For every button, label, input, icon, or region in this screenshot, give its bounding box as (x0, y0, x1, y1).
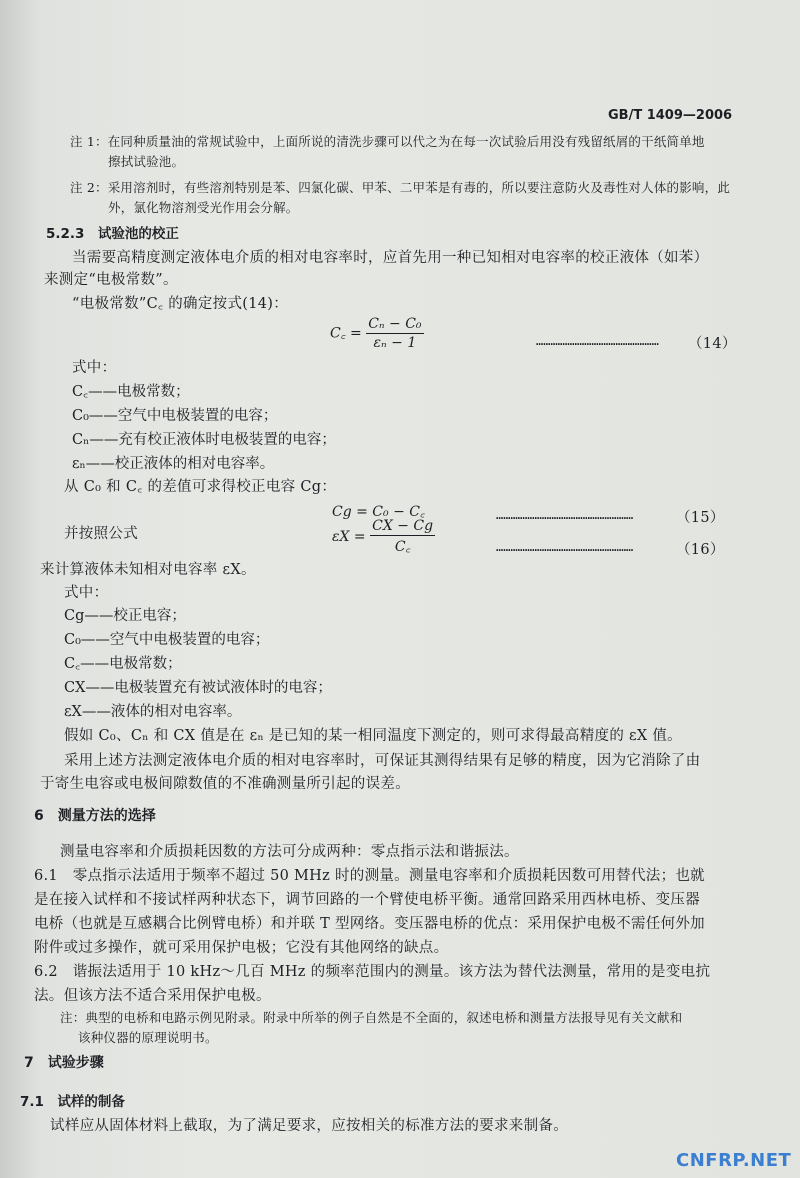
paragraph-line: 并按照公式 (64, 526, 138, 542)
paragraph-line: 来测定“电极常数”。 (44, 272, 178, 288)
symbol-definition: εX——液体的相对电容率。 (64, 704, 242, 720)
paragraph-line: 附件或过多操作，就可采用保护电极；它没有其他网络的缺点。 (34, 940, 449, 956)
equation-15-number: （15） (676, 510, 725, 526)
paragraph-line: 电桥（也就是互感耦合比例臂电桥）和并联 T 型网络。变压器电桥的优点：采用保护电极不需任何外加 (34, 916, 705, 932)
section-5-2-3-heading: 5.2.3 试验池的校正 (46, 226, 179, 242)
equation-16 (332, 518, 435, 556)
equation-15-leader-dots: ………………………………………………… (496, 508, 634, 522)
symbol-definition: εₙ——校正液体的相对电容率。 (72, 456, 275, 472)
paragraph-line: 来计算液体未知相对电容率 εX。 (40, 562, 256, 578)
paragraph-line: 从 C₀ 和 C꜀ 的差值可求得校正电容 Cg： (64, 479, 337, 495)
paragraph-line: 6.1 零点指示法适用于频率不超过 50 MHz 时的测量。测量电容率和介质损耗因数可用替代法；也就 (34, 868, 705, 884)
equation-16-numerator: CX − Cg (372, 518, 434, 534)
equation-14-numerator: Cₙ − C₀ (368, 316, 422, 332)
section-7-heading: 7 试验步骤 (24, 1055, 104, 1071)
symbol-definition: CX——电极装置充有被试液体时的电容； (64, 680, 332, 696)
note-1-line-1: 注 1：在同种质量油的常规试验中，上面所说的清洗步骤可以代之为在每一次试验后用没有残留纸屑的干纸简单地 (70, 134, 705, 149)
symbol-definition: Cₙ——充有校正液体时电极装置的电容； (72, 432, 336, 448)
symbol-definition: C₀——空气中电极装置的电容； (64, 632, 270, 648)
equation-16-number: （16） (676, 542, 725, 558)
section-6-note-line-2: 该种仪器的原理说明书。 (78, 1030, 218, 1045)
note-2-line-2: 外，氯化物溶剂受光作用会分解。 (108, 200, 299, 215)
equation-15: Cg = C₀ − C꜀ (332, 504, 425, 520)
section-6-note-line-1: 注：典型的电桥和电路示例见附录。附录中所举的例子自然是不全面的，叙述电桥和测量方法报导见有关文献和 (60, 1010, 683, 1025)
paragraph-line: 试样应从固体材料上截取，为了满足要求，应按相关的标准方法的要求来制备。 (50, 1118, 568, 1134)
paragraph-line: 假如 C₀、Cₙ 和 CX 值是在 εₙ 是已知的某一相同温度下测定的，则可求得最高精度的 εX 值。 (64, 728, 682, 744)
note-1-line-2: 擦拭试验池。 (108, 154, 185, 169)
equation-14-number: （14） (688, 336, 737, 352)
equation-14-lhs: C꜀ = (330, 325, 362, 342)
standard-number: GB/T 1409—2006 (608, 108, 733, 123)
equation-16-leader-dots: ………………………………………………… (496, 540, 634, 554)
paragraph-line: “电极常数”C꜀ 的确定按式(14)： (72, 296, 289, 312)
paragraph-line: 采用上述方法测定液体电介质的相对电容率时，可保证其测得结果有足够的精度，因为它消除了由 (64, 753, 701, 769)
paragraph-line: 于寄生电容或电极间隙数值的不准确测量所引起的误差。 (40, 776, 410, 792)
symbol-definition: C꜀——电极常数； (64, 656, 182, 672)
note-2-line-1: 注 2：采用溶剂时，有些溶剂特别是苯、四氯化碳、甲苯、二甲苯是有毒的，所以要注意防火及毒性对人体的影响，此 (70, 180, 731, 195)
symbol-definition: Cg——校正电容； (64, 608, 186, 624)
equation-14-fraction (366, 316, 423, 351)
symbol-definition: C꜀——电极常数； (72, 384, 190, 400)
watermark: CNFRP.NET (676, 1150, 792, 1171)
paragraph-line: 是在接入试样和不接试样两种状态下，调节回路的一个臂使电桥平衡。通常回路采用西林电桥、变压器 (34, 892, 700, 908)
paragraph-line: 6.2 谐振法适用于 10 kHz～几百 MHz 的频率范围内的测量。该方法为替代法测量，常用的是变电抗 (34, 964, 711, 980)
equation-16-denominator: C꜀ (394, 539, 411, 555)
paragraph-line: 当需要高精度测定液体电介质的相对电容率时，应首先用一种已知相对电容率的校正液体（如苯） (72, 250, 709, 266)
section-6-heading: 6 测量方法的选择 (34, 808, 156, 824)
symbol-definition: C₀——空气中电极装置的电容； (72, 408, 278, 424)
equation-14-leader-dots: …………………………………………… (536, 334, 659, 348)
equation-14-denominator: εₙ − 1 (373, 335, 417, 351)
where-label: 式中： (72, 360, 117, 376)
equation-16-fraction (370, 518, 435, 556)
equation-14 (330, 316, 424, 351)
where-label: 式中： (64, 585, 109, 601)
section-7-1-heading: 7.1 试样的制备 (20, 1094, 125, 1110)
equation-16-lhs: εX = (332, 529, 366, 545)
paragraph-line: 测量电容率和介质损耗因数的方法可分成两种：零点指示法和谐振法。 (60, 844, 519, 860)
paragraph-line: 法。但该方法不适合采用保护电极。 (34, 988, 271, 1004)
